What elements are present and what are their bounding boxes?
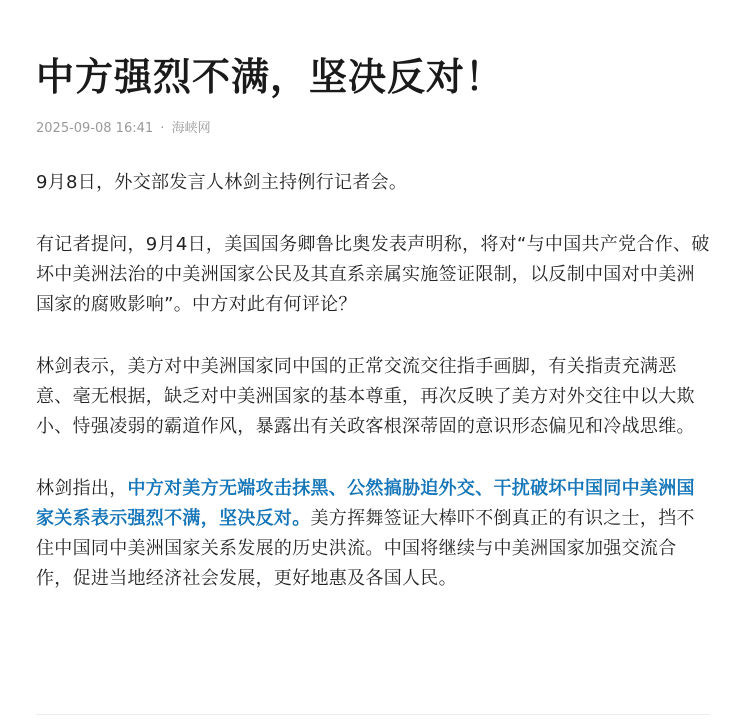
paragraph-4-prefix: 林剑指出，: [36, 478, 128, 499]
paragraph-4-suffix: 美方挥舞签证大棒吓不倒真正的有识之士，挡不住中国同中美洲国家关系发展的历史洪流。中国将继续与中美洲国家加强交流合作，促进当地经济社会发展，更好地惠及各国人民。: [36, 508, 695, 589]
article-title: 中方强烈不满，坚决反对！: [36, 55, 505, 99]
meta-separator: ·: [160, 121, 165, 136]
source-name: 海峡网: [171, 121, 211, 136]
paragraph-2: 有记者提问，9月4日，美国国务卿鲁比奥发表声明称，将对“与中国共产党合作、破坏中美洲法治的中美洲国家公民及其直系亲属实施签证限制，以反制中国对中美洲国家的腐败影响”。中方对此有何评论？: [36, 234, 710, 315]
paragraph-1: 9月8日，外交部发言人林剑主持例行记者会。: [36, 172, 408, 193]
article-body: [36, 168, 710, 594]
paragraph-3: 林剑表示，美方对中美洲国家同中国的正常交流交往指手画脚，有关指责充满恶意、毫无根据，缺乏对中美洲国家的基本尊重，再次反映了美方对外交往中以大欺小、恃强凌弱的霸道作风，暴露出有关政客根深蒂固的意识形态偏见和冷战思维。: [36, 356, 695, 437]
bottom-divider: [36, 714, 710, 715]
article-meta: [36, 120, 710, 138]
paragraph-4-highlight: 中方对美方无端攻击抹黑、公然搞胁迫外交、干扰破坏中国同中美洲国家关系表示强烈不满，坚决反对。: [36, 478, 695, 529]
publish-date: 2025-09-08 16:41: [36, 121, 154, 136]
paragraph-4: [36, 474, 710, 594]
